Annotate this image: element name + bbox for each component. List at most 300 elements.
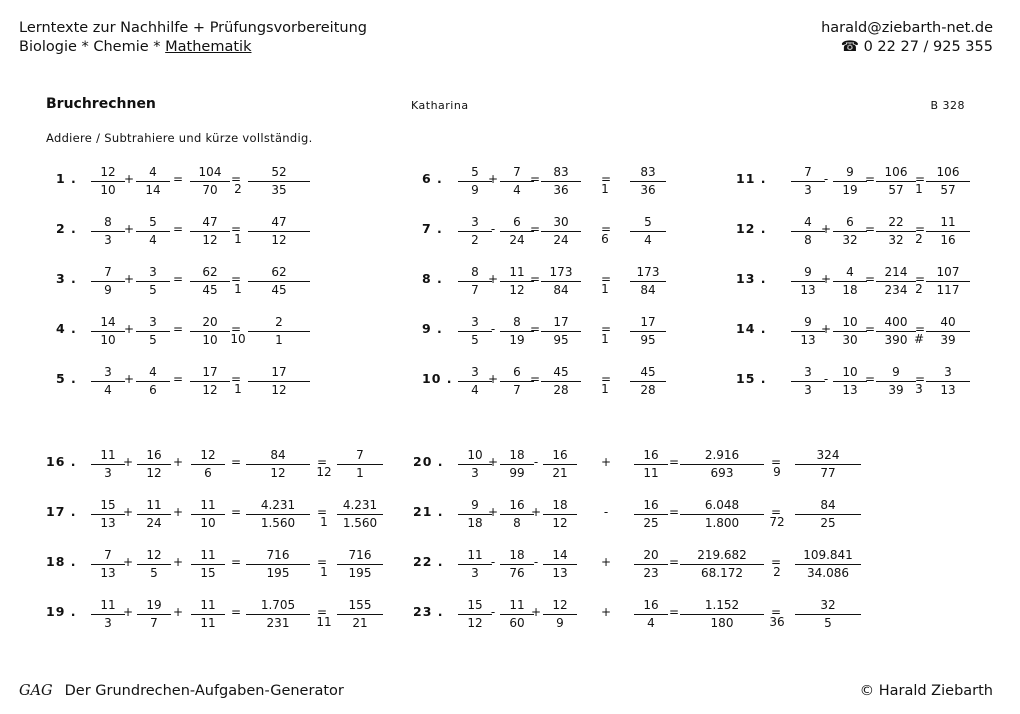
numerator: 107 <box>926 265 970 282</box>
denominator: 95 <box>640 333 656 347</box>
denominator: 5 <box>149 283 157 297</box>
phone-number: ☎ 0 22 27 / 925 355 <box>840 39 993 55</box>
reduce-factor: 12 <box>316 465 332 479</box>
fraction <box>630 165 666 198</box>
fraction <box>190 365 230 398</box>
numerator: 17 <box>248 365 310 382</box>
problem-number: 18 . <box>46 554 77 569</box>
denominator: 3 <box>804 383 812 397</box>
denominator: 19 <box>509 333 525 347</box>
numerator: 11 <box>91 598 125 615</box>
problem-number: 1 . <box>56 171 77 186</box>
problem-number: 7 . <box>422 221 443 236</box>
operator: + <box>123 322 135 336</box>
equals-sign: = <box>914 222 926 236</box>
denominator: 12 <box>202 383 218 397</box>
denominator: 15 <box>200 566 216 580</box>
numerator: 4.231 <box>246 498 310 515</box>
fraction <box>136 365 170 398</box>
denominator: 9 <box>471 183 479 197</box>
numerator: 9 <box>876 365 916 382</box>
fraction <box>634 598 668 631</box>
equals-sign: = <box>230 322 242 336</box>
equals-sign: = <box>172 322 184 336</box>
numerator: 16 <box>500 498 534 515</box>
denominator: 2 <box>471 233 479 247</box>
fraction <box>634 548 668 581</box>
equals-sign: = <box>172 272 184 286</box>
operator: + <box>487 455 499 469</box>
problem-number: 6 . <box>422 171 443 186</box>
equals-sign: = <box>230 222 242 236</box>
fraction <box>190 315 230 348</box>
denominator: 70 <box>202 183 218 197</box>
numerator: 10 <box>833 365 867 382</box>
denominator: 45 <box>202 283 218 297</box>
numerator: 84 <box>795 498 861 515</box>
denominator: 12 <box>146 466 162 480</box>
reduce-factor: 1 <box>601 332 609 346</box>
numerator: 3 <box>136 265 170 282</box>
denominator: 7 <box>150 616 158 630</box>
operator: + <box>530 605 542 619</box>
fraction <box>190 215 230 248</box>
numerator: 5 <box>630 215 666 232</box>
fraction <box>248 315 310 348</box>
denominator: 30 <box>842 333 858 347</box>
fraction <box>91 448 125 481</box>
equals-sign: = <box>668 455 680 469</box>
denominator: 9 <box>104 283 112 297</box>
fraction <box>91 315 125 348</box>
numerator: 109.841 <box>795 548 861 565</box>
equals-sign: = <box>600 222 612 236</box>
denominator: 4 <box>513 183 521 197</box>
denominator: 6 <box>149 383 157 397</box>
denominator: 77 <box>820 466 836 480</box>
fraction <box>680 448 764 481</box>
numerator: 3 <box>791 365 825 382</box>
denominator: 195 <box>348 566 372 580</box>
problem-number: 12 . <box>736 221 767 236</box>
numerator: 18 <box>500 448 534 465</box>
denominator: 25 <box>820 516 836 530</box>
denominator: 4 <box>104 383 112 397</box>
numerator: 9 <box>791 315 825 332</box>
operator: + <box>172 555 184 569</box>
operator: - <box>823 172 829 186</box>
denominator: 14 <box>145 183 161 197</box>
numerator: 17 <box>630 315 666 332</box>
numerator: 16 <box>543 448 577 465</box>
equals-sign: = <box>529 322 541 336</box>
denominator: 1.560 <box>260 516 296 530</box>
denominator: 3 <box>471 566 479 580</box>
numerator: 9 <box>458 498 492 515</box>
reduce-factor: 1 <box>234 282 242 296</box>
operator: + <box>487 272 499 286</box>
denominator: 9 <box>556 616 564 630</box>
operator: + <box>487 505 499 519</box>
problem-number: 20 . <box>413 454 444 469</box>
numerator: 12 <box>191 448 225 465</box>
numerator: 173 <box>630 265 666 282</box>
fraction <box>246 548 310 581</box>
numerator: 20 <box>190 315 230 332</box>
numerator: 9 <box>791 265 825 282</box>
numerator: 11 <box>458 548 492 565</box>
fraction <box>91 365 125 398</box>
problem-number: 21 . <box>413 504 444 519</box>
fraction <box>191 498 225 531</box>
denominator: 8 <box>804 233 812 247</box>
numerator: 84 <box>246 448 310 465</box>
fraction <box>91 215 125 248</box>
fraction <box>136 265 170 298</box>
numerator: 15 <box>91 498 125 515</box>
numerator: 11 <box>91 448 125 465</box>
numerator: 16 <box>634 598 668 615</box>
operator: + <box>122 555 134 569</box>
fraction <box>680 548 764 581</box>
numerator: 11 <box>191 548 225 565</box>
numerator: 11 <box>137 498 171 515</box>
operator: - <box>533 555 539 569</box>
denominator: 4 <box>644 233 652 247</box>
equals-sign: = <box>668 605 680 619</box>
problem-number: 2 . <box>56 221 77 236</box>
fraction <box>248 365 310 398</box>
fraction <box>191 548 225 581</box>
denominator: 23 <box>643 566 659 580</box>
numerator: 12 <box>543 598 577 615</box>
denominator: 36 <box>640 183 656 197</box>
numerator: 2.916 <box>680 448 764 465</box>
numerator: 6.048 <box>680 498 764 515</box>
numerator: 15 <box>458 598 492 615</box>
fraction <box>500 498 534 531</box>
denominator: 18 <box>467 516 483 530</box>
problem-number: 14 . <box>736 321 767 336</box>
denominator: 18 <box>842 283 858 297</box>
fraction <box>248 165 310 198</box>
numerator: 19 <box>137 598 171 615</box>
denominator: 4 <box>647 616 655 630</box>
fraction <box>926 265 970 298</box>
operator: + <box>123 222 135 236</box>
denominator: 117 <box>936 283 960 297</box>
equals-sign: = <box>316 455 328 469</box>
equals-sign: = <box>864 172 876 186</box>
denominator: 32 <box>842 233 858 247</box>
denominator: 21 <box>552 466 568 480</box>
operator: + <box>820 322 832 336</box>
equals-sign: = <box>316 605 328 619</box>
denominator: 1.560 <box>342 516 378 530</box>
numerator: 6 <box>833 215 867 232</box>
numerator: 47 <box>248 215 310 232</box>
equals-sign: = <box>230 272 242 286</box>
denominator: 24 <box>553 233 569 247</box>
problem-number: 5 . <box>56 371 77 386</box>
numerator: 219.682 <box>680 548 764 565</box>
operator: + <box>172 455 184 469</box>
numerator: 83 <box>541 165 581 182</box>
numerator: 10 <box>833 315 867 332</box>
numerator: 16 <box>634 498 668 515</box>
numerator: 104 <box>190 165 230 182</box>
fraction <box>630 265 666 298</box>
email-link[interactable]: harald@ziebarth-net.de <box>821 20 993 36</box>
denominator: 7 <box>513 383 521 397</box>
reduce-factor: 6 <box>601 232 609 246</box>
denominator: 57 <box>888 183 904 197</box>
fraction <box>500 448 534 481</box>
operator: + <box>123 272 135 286</box>
operator: + <box>123 372 135 386</box>
denominator: 180 <box>710 616 734 630</box>
fraction <box>543 498 577 531</box>
denominator: 60 <box>509 616 525 630</box>
denominator: 13 <box>100 566 116 580</box>
denominator: 8 <box>513 516 521 530</box>
header-line2 <box>19 38 367 57</box>
denominator: 5 <box>149 333 157 347</box>
numerator: 40 <box>926 315 970 332</box>
fraction <box>91 548 125 581</box>
denominator: 10 <box>202 333 218 347</box>
denominator: 24 <box>509 233 525 247</box>
denominator: 57 <box>940 183 956 197</box>
fraction <box>246 598 310 631</box>
denominator: 3 <box>804 183 812 197</box>
equals-sign: = <box>230 455 242 469</box>
reduce-factor: 11 <box>316 615 332 629</box>
denominator: 13 <box>800 283 816 297</box>
numerator: 18 <box>500 548 534 565</box>
numerator: 9 <box>833 165 867 182</box>
numerator: 11 <box>926 215 970 232</box>
denominator: 13 <box>100 516 116 530</box>
numerator: 6 <box>500 365 534 382</box>
equals-sign: = <box>529 272 541 286</box>
fraction <box>541 165 581 198</box>
fraction <box>795 448 861 481</box>
fraction <box>91 265 125 298</box>
equals-sign: = <box>770 605 782 619</box>
fraction <box>795 598 861 631</box>
denominator: 1 <box>356 466 364 480</box>
numerator: 62 <box>190 265 230 282</box>
numerator: 106 <box>876 165 916 182</box>
denominator: 693 <box>710 466 734 480</box>
equals-sign: = <box>864 222 876 236</box>
equals-sign: = <box>529 222 541 236</box>
denominator: 95 <box>553 333 569 347</box>
reduce-factor: 1 <box>320 565 328 579</box>
numerator: 8 <box>458 265 492 282</box>
reduce-factor: 1 <box>320 515 328 529</box>
fraction <box>337 448 383 481</box>
numerator: 14 <box>543 548 577 565</box>
numerator: 1.152 <box>680 598 764 615</box>
operator: - <box>533 455 539 469</box>
reduce-factor: 9 <box>773 465 781 479</box>
denominator: 3 <box>104 616 112 630</box>
fraction <box>833 365 867 398</box>
reduce-factor: 1 <box>601 182 609 196</box>
header-subjects: Biologie * Chemie * <box>19 39 166 55</box>
numerator: 83 <box>630 165 666 182</box>
equals-sign: = <box>668 555 680 569</box>
generator-name: Der Grundrechen-Aufgaben-Generator <box>64 683 344 699</box>
numerator: 4.231 <box>337 498 383 515</box>
fraction <box>680 498 764 531</box>
numerator: 3 <box>136 315 170 332</box>
equals-sign: = <box>230 172 242 186</box>
equals-sign: = <box>600 172 612 186</box>
problem-number: 11 . <box>736 171 767 186</box>
numerator: 47 <box>190 215 230 232</box>
fraction <box>337 548 383 581</box>
equals-sign: = <box>914 322 926 336</box>
equals-sign: = <box>600 272 612 286</box>
numerator: 400 <box>876 315 916 332</box>
fraction <box>795 548 861 581</box>
equals-sign: = <box>172 222 184 236</box>
denominator: 84 <box>640 283 656 297</box>
numerator: 32 <box>795 598 861 615</box>
denominator: 3 <box>471 466 479 480</box>
fraction <box>680 598 764 631</box>
denominator: 5 <box>471 333 479 347</box>
equals-sign: = <box>914 172 926 186</box>
reduce-factor: 1 <box>915 182 923 196</box>
fraction <box>91 165 125 198</box>
operator: + <box>600 455 612 469</box>
denominator: 234 <box>884 283 908 297</box>
operator: - <box>490 555 496 569</box>
denominator: 5 <box>150 566 158 580</box>
numerator: 30 <box>541 215 581 232</box>
denominator: 10 <box>100 333 116 347</box>
equals-sign: = <box>600 322 612 336</box>
numerator: 4 <box>136 365 170 382</box>
operator: + <box>122 455 134 469</box>
numerator: 3 <box>458 315 492 332</box>
equals-sign: = <box>864 322 876 336</box>
operator: + <box>530 505 542 519</box>
numerator: 18 <box>543 498 577 515</box>
reduce-factor: 3 <box>915 382 923 396</box>
fraction <box>190 165 230 198</box>
reduce-factor: 1 <box>234 232 242 246</box>
fraction <box>191 598 225 631</box>
operator: + <box>123 172 135 186</box>
equals-sign: = <box>230 555 242 569</box>
operator: + <box>600 605 612 619</box>
denominator: 32 <box>888 233 904 247</box>
denominator: 12 <box>271 383 287 397</box>
fraction <box>137 498 171 531</box>
reduce-factor: 2 <box>234 182 242 196</box>
numerator: 3 <box>926 365 970 382</box>
numerator: 7 <box>500 165 534 182</box>
fraction <box>91 498 125 531</box>
numerator: 716 <box>337 548 383 565</box>
denominator: 34.086 <box>807 566 849 580</box>
operator: - <box>823 372 829 386</box>
fraction <box>926 215 970 248</box>
numerator: 4 <box>833 265 867 282</box>
numerator: 173 <box>541 265 581 282</box>
equals-sign: = <box>770 505 782 519</box>
numerator: 324 <box>795 448 861 465</box>
fraction <box>137 598 171 631</box>
fraction <box>337 598 383 631</box>
denominator: 390 <box>884 333 908 347</box>
instruction: Addiere / Subtrahiere und kürze vollständig. <box>46 131 313 145</box>
denominator: 28 <box>640 383 656 397</box>
equals-sign: = <box>770 555 782 569</box>
fraction <box>926 165 970 198</box>
fraction <box>137 548 171 581</box>
mathematik-link[interactable]: Mathematik <box>165 39 252 55</box>
denominator: 1.800 <box>704 516 740 530</box>
denominator: 195 <box>266 566 290 580</box>
problem-number: 16 . <box>46 454 77 469</box>
denominator: 3 <box>104 466 112 480</box>
operator: + <box>172 505 184 519</box>
denominator: 16 <box>940 233 956 247</box>
numerator: 4 <box>136 165 170 182</box>
fraction <box>136 215 170 248</box>
denominator: 1 <box>275 333 283 347</box>
operator: - <box>490 605 496 619</box>
worksheet-title: Bruchrechnen <box>46 96 156 112</box>
footer-left <box>19 683 344 699</box>
equals-sign: = <box>172 372 184 386</box>
equals-sign: = <box>230 505 242 519</box>
equals-sign: = <box>864 372 876 386</box>
numerator: 716 <box>246 548 310 565</box>
operator: + <box>122 605 134 619</box>
equals-sign: = <box>864 272 876 286</box>
equals-sign: = <box>316 555 328 569</box>
numerator: 11 <box>191 598 225 615</box>
fraction <box>833 215 867 248</box>
header-left <box>19 19 367 57</box>
denominator: 5 <box>824 616 832 630</box>
denominator: 13 <box>800 333 816 347</box>
operator: + <box>820 272 832 286</box>
denominator: 3 <box>104 233 112 247</box>
numerator: 214 <box>876 265 916 282</box>
fraction <box>246 448 310 481</box>
fraction <box>191 448 225 481</box>
fraction <box>190 265 230 298</box>
reduce-factor: 72 <box>769 515 785 529</box>
equals-sign: = <box>668 505 680 519</box>
reduce-factor: 36 <box>769 615 785 629</box>
problem-number: 19 . <box>46 604 77 619</box>
reduce-factor: 1 <box>601 382 609 396</box>
numerator: 12 <box>137 548 171 565</box>
denominator: 12 <box>552 516 568 530</box>
fraction <box>91 598 125 631</box>
numerator: 20 <box>634 548 668 565</box>
numerator: 7 <box>91 548 125 565</box>
